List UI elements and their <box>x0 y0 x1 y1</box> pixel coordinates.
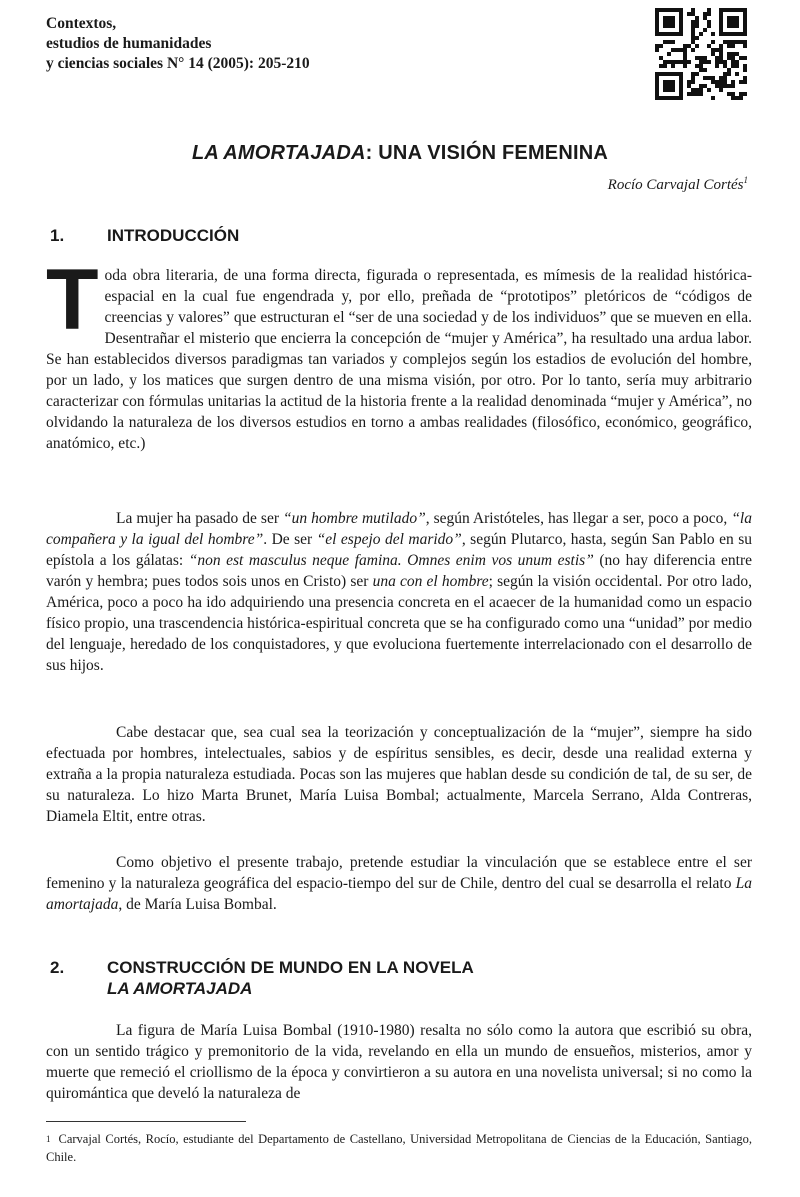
p2-quote-a: “un hombre mutilado” <box>283 510 426 527</box>
paragraph-5: La figura de María Luisa Bombal (1910-1980) resalta no sólo como la autora que escribió su obra, con un sentido trágico y premonitorio de la vida, revelando en ella un mundo de ensueños, misterios, amor y muerte que remeció el criollismo de la época y convirtieron a su autora en una novelista universal; si no como la quiromántica que develó la naturaleza de <box>46 1022 752 1102</box>
title-italic: LA AMORTAJADA <box>191 142 366 164</box>
paragraph-2 <box>46 508 752 676</box>
author <box>608 175 748 194</box>
p2-text-d: , según Plutarco, hasta, según San Pablo en su epístola a los gálatas: <box>46 531 752 569</box>
section-title: CONSTRUCCIÓN DE MUNDO EN LA NOVELA LA AMORTAJADA <box>107 958 474 998</box>
section-number: 1. <box>50 226 65 245</box>
p2-quote-b: “la compañera y la igual del hombre” <box>46 510 752 548</box>
paragraph-1 <box>46 252 752 454</box>
p2-latin-quote: “non est masculus neque famina. Omnes enim vos unum estis” <box>188 552 594 569</box>
qr-code-icon <box>655 8 747 100</box>
p2-text-b: , según Aristóteles, has llegar a ser, poco a poco, <box>425 510 732 527</box>
author-note-mark: 1 <box>743 175 748 185</box>
drop-cap: T <box>46 252 99 348</box>
p4-book-title: La amortajada <box>46 875 752 913</box>
intro-text <box>46 252 752 454</box>
journal-citation <box>46 14 310 74</box>
p2-text-a: La mujer ha pasado de ser <box>116 510 284 527</box>
p2-text-e: (no hay diferencia entre varón y hembra; pues todos sois unos en Cristo) ser <box>46 552 752 590</box>
footnote-rule <box>46 1121 246 1122</box>
p2-text-c: . De ser <box>263 531 317 548</box>
footnote-text: Carvajal Cortés, Rocío, estudiante del Departamento de Castellano, Universidad Metropolitana de Ciencias de la Educación, Santiago, Chile. <box>46 1132 752 1164</box>
title-rest: : UNA VISIÓN FEMENINA <box>365 142 609 164</box>
author-name: Rocío Carvajal Cortés <box>607 177 744 193</box>
journal-name: Contextos, <box>46 15 117 32</box>
p2-quote-c: “el espejo del marido” <box>316 531 462 548</box>
journal-subtitle: estudios de humanidades <box>46 35 212 52</box>
paragraph-4 <box>46 852 752 915</box>
p2-text-f: ; según la visión occidental. Por otro lado, América, poco a poco ha ido adquiriendo una presencia concreta en el acaecer de la humanidad como un espacio físico propio, una trascendencia histórica-espiritual concreta que se ha configurado como una “unidad” por medio del lenguaje, heredado de los conquistadores, y que evoluciona fuertemente interrelacionado con el desarrollo de sus hijos. <box>46 573 752 674</box>
paragraph-3: Cabe destacar que, sea cual sea la teorización y conceptualización de la “mujer”, siempre ha sido efectuada por hombres, intelectuales, sabios y de espíritus sensibles, es decir, desde una realidad externa y extraña a la propia naturaleza estudiada. Pocas son las mujeres que hablan desde su condición de tal, de su ser, de su naturaleza. Lo hizo Marta Brunet, María Luisa Bombal; actualmente, Marcela Serrano, Alda Contreras, Diamela Eltit, entre otras. <box>46 724 752 825</box>
footnote-mark: 1 <box>46 1134 51 1144</box>
p4-text-a: Como objetivo el presente trabajo, pretende estudiar la vinculación que se establece entre el ser femenino y la naturaleza geográfica del espacio-tiempo del sur de Chile, dentro del cual se desarrolla el relato <box>46 854 752 892</box>
journal-issue: y ciencias sociales N° 14 (2005): 205-210 <box>46 55 310 72</box>
section-number: 2. <box>50 958 65 977</box>
footnote <box>46 1130 752 1166</box>
section-title: INTRODUCCIÓN <box>107 226 240 245</box>
p4-text-b: , de María Luisa Bombal. <box>118 896 277 913</box>
p2-quote-d: una con el hombre <box>372 573 489 590</box>
paragraph-1-text: oda obra literaria, de una forma directa, figurada o representada, es mímesis de la realidad histórica-espacial en la cual fue engendrada y, por ello, preñada de “prototipos” pletóricos de “códigos de creencias y valores” que estructuran el “ser de una sociedad y de los individuos” que se mueven en ella. Desentrañar el misterio que encierra la concepción de “mujer y América”, ha resultado una ardua labor. Se han establecidos diversos paradigmas tan variados y complejos según los estadios de evolución del hombre, por un lado, y los matices que surgen dentro de una misma visión, por otro. Por lo tanto, sería muy arbitrario caracterizar con fórmulas unitarias la actitud de la historia frente a la realidad denominada “mujer y América”, no olvidando la naturaleza de los diversos estudios en torno a ambas realidades (filosófico, económico, geográfico, anatómico, etc.) <box>46 267 752 452</box>
article-title <box>0 142 800 165</box>
